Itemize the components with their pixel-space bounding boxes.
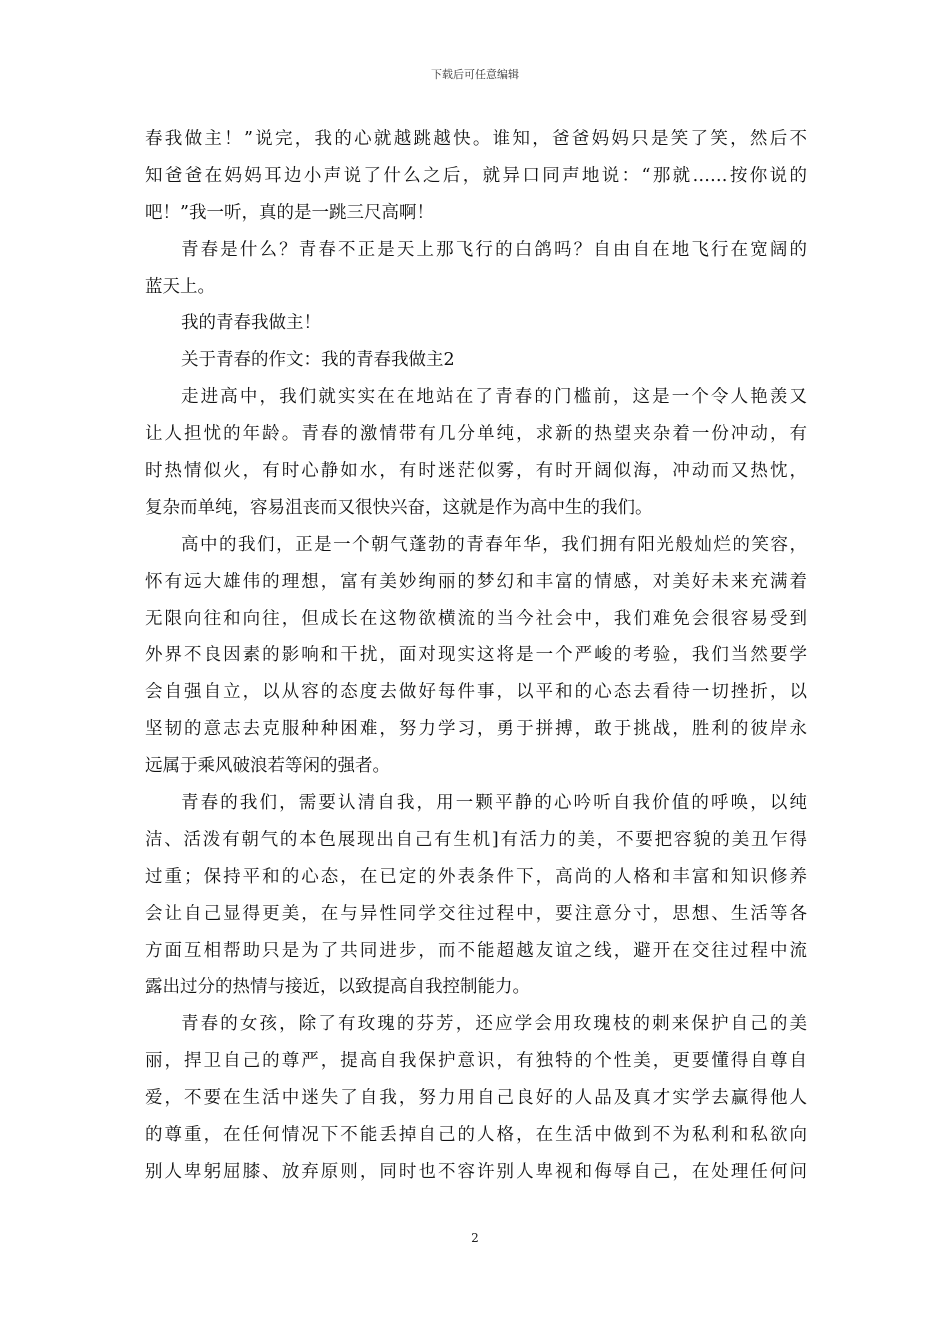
text-line: 远属于乘风破浪若等闲的强者。 (145, 756, 390, 777)
text-line: 关于青春的作文：我的青春我做主2 (181, 350, 455, 371)
text-line: 别人卑躬屈膝、放弃原则，同时也不容许别人卑视和侮辱自己，在处理任何问 (145, 1161, 807, 1182)
text-line: 外界不良因素的影响和干扰，面对现实这将是一个严峻的考验，我们当然要学 (145, 645, 807, 666)
text-line: 怀有远大雄伟的理想，富有美妙绚丽的梦幻和丰富的情感，对美好未来充满着 (145, 571, 807, 592)
text-line: 青春是什么？青春不正是天上那飞行的白鸽吗？自由自在地飞行在宽阔的 (181, 239, 807, 260)
text-line: 方面互相帮助只是为了共同进步，而不能超越友谊之线，避开在交往过程中流 (145, 940, 807, 961)
text-line: 洁、活泼有朝气的本色展现出自己有生机]有活力的美，不要把容貌的美丑乍得 (145, 829, 807, 850)
text-line: 会自强自立，以从容的态度去做好每件事，以平和的心态去看待一切挫折，以 (145, 682, 807, 703)
page-number: 2 (471, 1231, 479, 1245)
text-line: 时热情似火，有时心静如水，有时迷茫似雾，有时开阔似海，冲动而又热忱， (145, 461, 807, 482)
text-line: 复杂而单纯，容易沮丧而又很快兴奋，这就是作为高中生的我们。 (145, 497, 653, 518)
text-line: 青春的女孩，除了有玫瑰的芬芳，还应学会用玫瑰枝的刺来保护自己的美 (181, 1014, 807, 1035)
document-body (145, 121, 807, 1191)
text-line: 会让自己显得更美，在与异性同学交往过程中，要注意分寸，思想、生活等各 (145, 903, 807, 924)
text-line: 青春的我们，需要认清自我，用一颗平静的心吟听自我价值的呼唤，以纯 (181, 793, 807, 814)
text-line: 知爸爸在妈妈耳边小声说了什么之后，就异口同声地说：“那就……按你说的 (145, 165, 807, 186)
text-line: 春我做主！”说完，我的心就越跳越快。谁知，爸爸妈妈只是笑了笑，然后不 (145, 129, 807, 149)
text-line: 无限向往和向往，但成长在这物欲横流的当今社会中，我们难免会很容易受到 (145, 608, 807, 629)
text-line: 过重；保持平和的心态，在已定的外表条件下，高尚的人格和丰富和知识修养 (145, 866, 807, 887)
text-line: 丽，捍卫自己的尊严，提高自我保护意识，有独特的个性美，更要懂得自尊自 (145, 1051, 807, 1072)
text-line: 蓝天上。 (145, 276, 215, 297)
text-line: 吧！”我一听，真的是一跳三尺高啊！ (145, 202, 434, 223)
text-line: 我的青春我做主！ (181, 313, 321, 334)
text-line: 走进高中，我们就实实在在地站在了青春的门槛前，这是一个令人艳羡又 (181, 387, 807, 408)
page-header-note: 下载后可任意编辑 (431, 68, 519, 81)
text-line: 高中的我们，正是一个朝气蓬勃的青春年华，我们拥有阳光般灿烂的笑容， (181, 534, 807, 555)
text-line: 坚韧的意志去克服种种困难，努力学习，勇于拼搏，敢于挑战，胜利的彼岸永 (145, 719, 807, 740)
text-line: 爱，不要在生活中迷失了自我，努力用自己良好的人品及真才实学去赢得他人 (145, 1088, 807, 1109)
text-line: 露出过分的热情与接近，以致提高自我控制能力。 (145, 977, 530, 998)
text-line: 让人担忧的年龄。青春的激情带有几分单纯，求新的热望夹杂着一份冲动，有 (145, 424, 807, 445)
text-line: 的尊重，在任何情况下不能丢掉自己的人格，在生活中做到不为私利和私欲向 (145, 1125, 807, 1146)
